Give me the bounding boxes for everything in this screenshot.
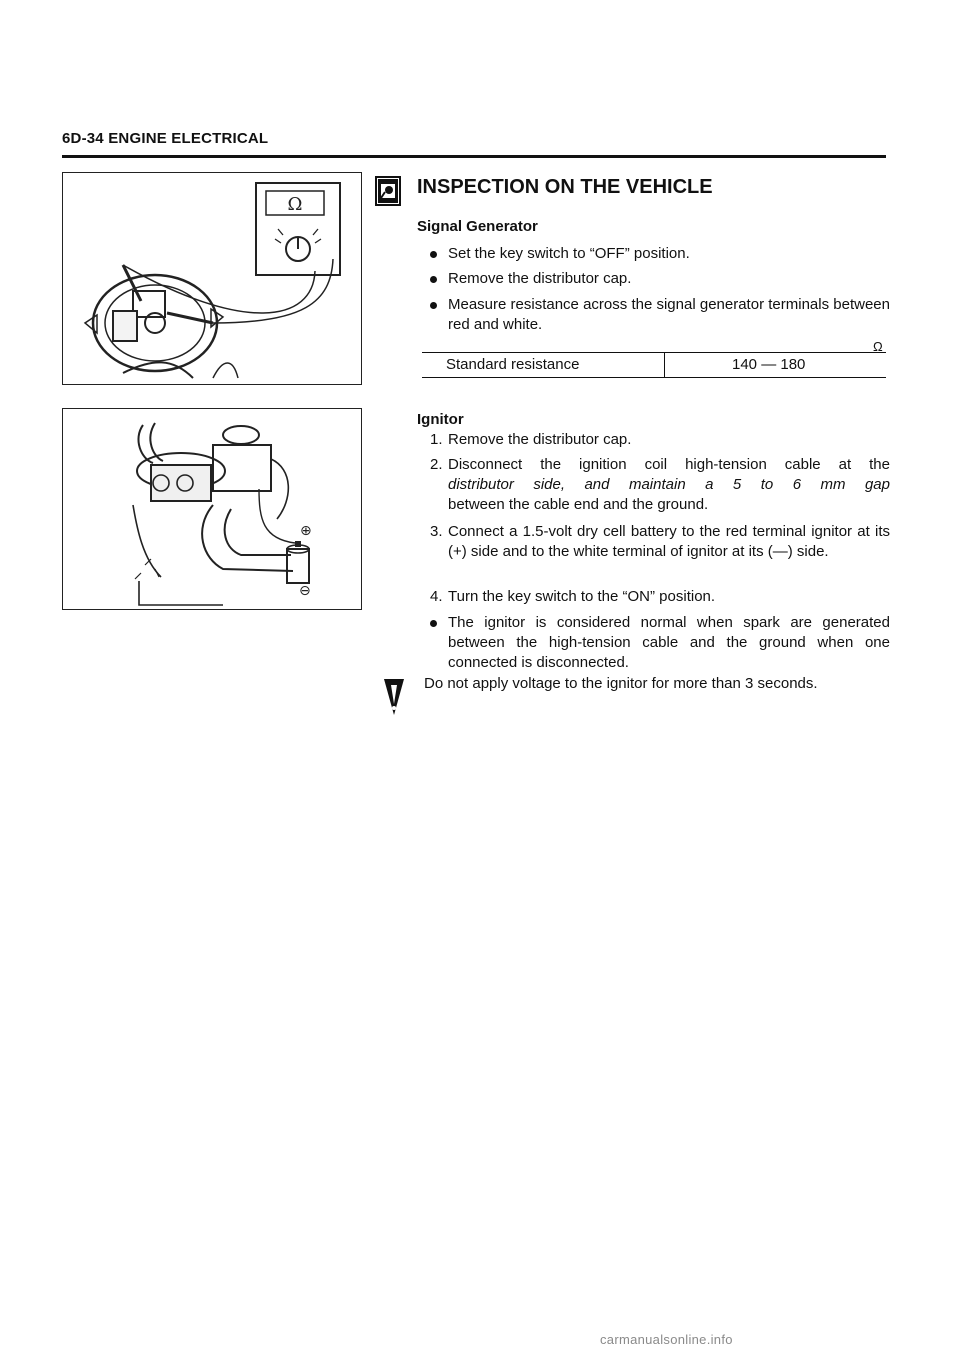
step-item: 2. Disconnect the ignition coil high-tension cable at the distributor side, and maintain a 5 to 6 mm gap between the cable end and the ground. [430, 456, 890, 513]
page-header: 6D-34 ENGINE ELECTRICAL [62, 130, 269, 147]
caution-text: Do not apply voltage to the ignitor for more than 3 seconds. [424, 675, 818, 692]
spec-label: Standard resistance [446, 356, 580, 373]
list-item: Set the key switch to “OFF” position. [430, 244, 890, 264]
footer-watermark: carmanualsonline.info [600, 1332, 733, 1347]
spec-table [422, 352, 886, 378]
step-item: 4. Turn the key switch to the “ON” position. [430, 588, 716, 605]
ignitor-heading: Ignitor [417, 411, 464, 428]
step-item: 3. Connect a 1.5-volt dry cell battery to the red terminal ignitor at its (+) side and to the white terminal of ignitor at its (—) side. [430, 523, 890, 560]
header-rule [62, 155, 886, 158]
spec-unit: Ω [873, 339, 883, 354]
spec-value: 140 — 180 [732, 356, 806, 373]
caution-icon [383, 677, 405, 717]
step-item: 1. Remove the distributor cap. [430, 431, 632, 448]
negative-terminal-symbol: ⊖ [299, 583, 311, 599]
section-title: INSPECTION ON THE VEHICLE [417, 176, 713, 198]
bullet-dot [430, 251, 437, 258]
signal-generator-figure [62, 172, 362, 385]
ignitor-test-figure [62, 408, 362, 610]
ignitor-test-illustration [63, 409, 361, 609]
inspection-icon [375, 176, 401, 206]
signal-generator-heading: Signal Generator [417, 218, 538, 235]
list-item: Remove the distributor cap. [430, 269, 890, 289]
list-item: The ignitor is considered normal when spark are generated between the high-tension cable and the ground when one connected is disconnected. [430, 613, 890, 673]
positive-terminal-symbol: ⊕ [300, 523, 312, 539]
ohmmeter-symbol: Ω [287, 194, 303, 215]
bullet-dot [430, 302, 437, 309]
bullet-dot [430, 276, 437, 283]
list-item: Measure resistance across the signal generator terminals between red and white. [430, 295, 890, 335]
spec-divider [664, 353, 665, 377]
signal-generator-illustration [63, 173, 361, 384]
bullet-dot [430, 620, 437, 627]
